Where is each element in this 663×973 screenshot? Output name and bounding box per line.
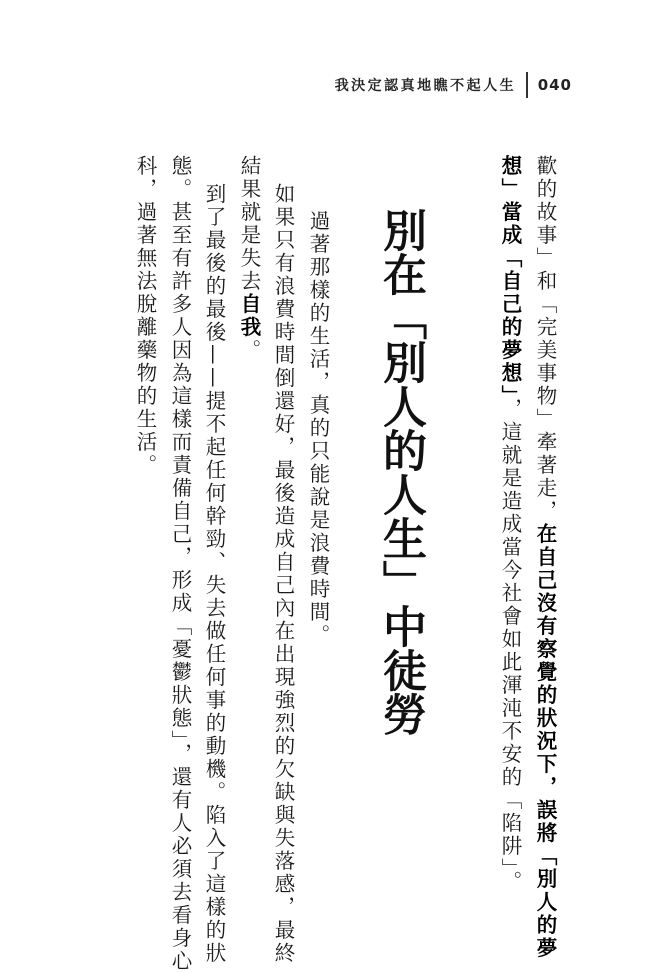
running-header xyxy=(335,70,572,100)
chapter-title: 別在「別人的人生」中徒勞 xyxy=(375,208,426,736)
text-segment: ，這就是造成當今社會如此渾沌不安的「陷阱」。 xyxy=(498,397,522,894)
text-column-1 xyxy=(532,155,558,960)
text-column-2 xyxy=(497,155,523,894)
emphasis-text: 在自己沒有察覺的狀況下，誤將「別人的夢 xyxy=(533,523,557,960)
text-column-3: 過著那樣的生活，真的只能說是浪費時間。 xyxy=(306,210,330,647)
text-column-7: 態。甚至有許多人因為這樣而責備自己，形成「憂鬱狀態」，還有人必須去看身心 xyxy=(168,155,192,973)
text-segment: 結果就是失去 xyxy=(237,155,261,293)
emphasis-text: 自我 xyxy=(237,293,261,339)
emphasis-text: 想」當成「自己的夢想」 xyxy=(498,155,522,398)
book-title: 我決定認真地瞧不起人生 xyxy=(334,78,517,94)
text-segment: 歡的故事」和「完美事物」牽著走， xyxy=(533,155,557,523)
page-number: 040 xyxy=(537,76,572,94)
header-divider xyxy=(526,72,528,98)
text-column-5 xyxy=(236,155,262,362)
text-column-4: 如果只有浪費時間倒還好，最後造成自己內在出現強烈的欠缺與失落感，最終 xyxy=(271,183,295,965)
text-column-6: 到了最後的最後——提不起任何幹勁、失去做任何事的動機。陷入了這樣的狀 xyxy=(202,183,226,965)
text-column-8: 科，過著無法脫離藥物的生活。 xyxy=(133,155,157,477)
text-segment: 。 xyxy=(237,339,261,362)
